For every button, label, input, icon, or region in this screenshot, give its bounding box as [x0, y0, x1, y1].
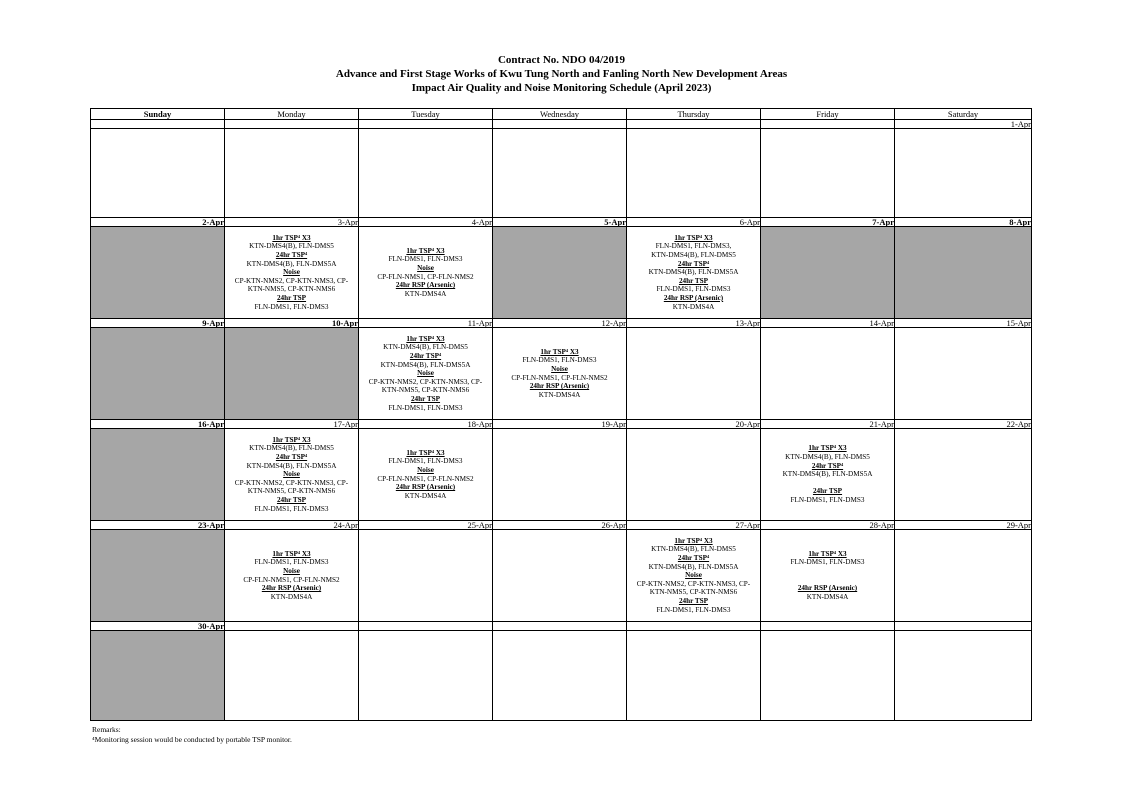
- monitoring-type-heading: 1hr TSP⁴ X3: [272, 435, 311, 444]
- monitoring-stations: CP-KTN-NMS2, CP-KTN-NMS3, CP-: [234, 276, 349, 285]
- monitoring-type-heading: 1hr TSP⁴ X3: [272, 233, 311, 242]
- day-cell-no-monitoring: [91, 227, 225, 319]
- contract-number: Contract No. NDO 04/2019: [497, 54, 626, 66]
- monitoring-stations: KTN-NMS5, CP-KTN-NMS6: [247, 285, 336, 294]
- monitoring-stations: FLN-DMS1, FLN-DMS3: [790, 495, 865, 504]
- monitoring-stations: KTN-DMS4(B), FLN-DMS5A: [380, 360, 471, 369]
- monitoring-stations: CP-FLN-NMS1, CP-FLN-NMS2: [377, 272, 474, 281]
- date-label: [761, 622, 895, 631]
- day-cell: [493, 631, 627, 721]
- date-label: 21-Apr: [761, 420, 895, 429]
- monitoring-type-heading: 24hr RSP (Arsenic): [663, 293, 724, 302]
- monitoring-type-heading: 24hr TSP⁴: [275, 251, 308, 260]
- day-cell: [627, 631, 761, 721]
- monitoring-type-heading: 24hr RSP (Arsenic): [797, 584, 858, 593]
- monitoring-stations: CP-FLN-NMS1, CP-FLN-NMS2: [377, 474, 474, 483]
- date-label: 28-Apr: [761, 521, 895, 530]
- monitoring-stations: FLN-DMS1, FLN-DMS3: [388, 403, 463, 412]
- schedule-row: [91, 631, 1032, 721]
- day-cell: [627, 530, 761, 622]
- monitoring-stations: KTN-DMS4A: [404, 491, 447, 500]
- monitoring-stations: FLN-DMS1, FLN-DMS3: [522, 356, 597, 365]
- day-cell: [761, 631, 895, 721]
- date-row: [91, 218, 1032, 227]
- monitoring-stations: FLN-DMS1, FLN-DMS3: [254, 504, 329, 513]
- monitoring-type-heading: 1hr TSP⁴ X3: [406, 334, 445, 343]
- day-cell: [493, 328, 627, 420]
- date-label: 8-Apr: [895, 218, 1032, 227]
- date-row: [91, 521, 1032, 530]
- day-cell: [761, 530, 895, 622]
- date-label: 6-Apr: [627, 218, 761, 227]
- monitoring-stations: FLN-DMS1, FLN-DMS3: [388, 457, 463, 466]
- monitoring-type-heading: 24hr TSP: [410, 394, 441, 403]
- monitoring-type-heading: 24hr TSP⁴: [677, 554, 710, 563]
- monitoring-stations: KTN-DMS4(B), FLN-DMS5: [249, 444, 334, 453]
- date-label: 27-Apr: [627, 521, 761, 530]
- monitoring-stations: FLN-DMS1, FLN-DMS3: [656, 605, 731, 614]
- monitoring-stations: CP-FLN-NMS1, CP-FLN-NMS2: [511, 373, 608, 382]
- date-label: 10-Apr: [225, 319, 359, 328]
- monitoring-stations: KTN-DMS4(B), FLN-DMS5: [249, 242, 334, 251]
- date-label: 3-Apr: [225, 218, 359, 227]
- date-label: 15-Apr: [895, 319, 1032, 328]
- monitoring-stations: KTN-DMS4(B), FLN-DMS5: [651, 545, 736, 554]
- date-label: [895, 622, 1032, 631]
- date-label: 12-Apr: [493, 319, 627, 328]
- day-cell: [761, 129, 895, 218]
- monitoring-type-heading: 24hr TSP⁴: [409, 352, 442, 361]
- monitoring-stations: CP-KTN-NMS2, CP-KTN-NMS3, CP-: [636, 579, 751, 588]
- monitoring-stations: CP-FLN-NMS1, CP-FLN-NMS2: [243, 575, 340, 584]
- day-cell: [895, 530, 1032, 622]
- monitoring-type-heading: 1hr TSP⁴ X3: [540, 347, 579, 356]
- date-label: 5-Apr: [493, 218, 627, 227]
- date-label: 14-Apr: [761, 319, 895, 328]
- monitoring-type-heading: 1hr TSP⁴ X3: [406, 448, 445, 457]
- date-label: 19-Apr: [493, 420, 627, 429]
- monitoring-type-heading: Noise: [283, 566, 300, 575]
- monitoring-type-heading: Noise: [551, 364, 568, 373]
- monitoring-type-heading: Noise: [283, 268, 300, 277]
- monitoring-type-heading: 1hr TSP⁴ X3: [674, 233, 713, 242]
- monitoring-type-heading: 24hr TSP: [678, 276, 709, 285]
- monitoring-stations: FLN-DMS1, FLN-DMS3: [254, 558, 329, 567]
- date-label: 23-Apr: [91, 521, 225, 530]
- day-cell: [359, 328, 493, 420]
- date-label: 30-Apr: [91, 622, 225, 631]
- day-cell: [359, 429, 493, 521]
- monitoring-stations: KTN-DMS4(B), FLN-DMS5A: [246, 259, 337, 268]
- monitoring-type-heading: 24hr TSP: [812, 487, 843, 496]
- date-label: 25-Apr: [359, 521, 493, 530]
- date-label: 13-Apr: [627, 319, 761, 328]
- document-header: [0, 53, 1123, 95]
- monitoring-type-heading: 24hr TSP: [276, 293, 307, 302]
- day-cell: [627, 129, 761, 218]
- day-cell: [493, 129, 627, 218]
- day-cell: [761, 328, 895, 420]
- monitoring-stations: KTN-DMS4(B), FLN-DMS5: [383, 343, 468, 352]
- day-cell: [225, 530, 359, 622]
- date-label: 4-Apr: [359, 218, 493, 227]
- date-label: [627, 120, 761, 129]
- monitoring-stations: KTN-NMS5, CP-KTN-NMS6: [649, 588, 738, 597]
- day-cell-no-monitoring: [91, 429, 225, 521]
- weekday-thursday: Thursday: [627, 109, 761, 120]
- monitoring-stations: [761, 567, 894, 576]
- monitoring-type-heading: 1hr TSP⁴ X3: [808, 549, 847, 558]
- monitoring-stations: KTN-DMS4A: [404, 289, 447, 298]
- monitoring-stations: KTN-DMS4A: [538, 390, 581, 399]
- schedule-row: [91, 227, 1032, 319]
- monitoring-stations: FLN-DMS1, FLN-DMS3: [790, 558, 865, 567]
- day-cell: [761, 429, 895, 521]
- day-cell: [359, 227, 493, 319]
- day-cell-no-monitoring: [493, 227, 627, 319]
- day-cell: [225, 129, 359, 218]
- monitoring-stations: KTN-DMS4(B), FLN-DMS5: [785, 453, 870, 462]
- remarks-title: Remarks:: [92, 725, 121, 734]
- monitoring-type-heading: 24hr RSP (Arsenic): [395, 483, 456, 492]
- day-cell: [627, 328, 761, 420]
- monitoring-stations: KTN-NMS5, CP-KTN-NMS6: [381, 386, 470, 395]
- monitoring-stations: FLN-DMS1, FLN-DMS3,: [655, 242, 732, 251]
- date-label: [627, 622, 761, 631]
- date-label: [493, 622, 627, 631]
- day-cell-no-monitoring: [761, 227, 895, 319]
- monitoring-stations: KTN-NMS5, CP-KTN-NMS6: [247, 487, 336, 496]
- date-label: 29-Apr: [895, 521, 1032, 530]
- schedule-row: [91, 328, 1032, 420]
- monitoring-type-heading: Noise: [417, 369, 434, 378]
- monitoring-type-heading: 1hr TSP⁴ X3: [808, 444, 847, 453]
- schedule-row: [91, 530, 1032, 622]
- day-cell: [493, 530, 627, 622]
- date-label: 24-Apr: [225, 521, 359, 530]
- date-label: 26-Apr: [493, 521, 627, 530]
- day-cell-no-monitoring: [895, 227, 1032, 319]
- day-cell: [493, 429, 627, 521]
- monitoring-stations: [761, 479, 894, 488]
- day-cell: [895, 129, 1032, 218]
- date-label: [493, 120, 627, 129]
- day-cell: [91, 129, 225, 218]
- monitoring-stations: KTN-DMS4(B), FLN-DMS5: [651, 251, 736, 260]
- monitoring-type-heading: 24hr TSP⁴: [811, 461, 844, 470]
- monitoring-stations: CP-KTN-NMS2, CP-KTN-NMS3, CP-: [368, 377, 483, 386]
- date-row: [91, 120, 1032, 129]
- date-label: 11-Apr: [359, 319, 493, 328]
- date-label: 18-Apr: [359, 420, 493, 429]
- monitoring-stations: KTN-DMS4(B), FLN-DMS5A: [648, 268, 739, 277]
- date-label: 7-Apr: [761, 218, 895, 227]
- date-label: [225, 622, 359, 631]
- monitoring-stations: CP-KTN-NMS2, CP-KTN-NMS3, CP-: [234, 478, 349, 487]
- calendar-body: [91, 120, 1032, 721]
- day-cell: [895, 631, 1032, 721]
- monitoring-type-heading: 24hr TSP: [276, 495, 307, 504]
- day-cell-no-monitoring: [91, 530, 225, 622]
- monitoring-stations: KTN-DMS4A: [806, 592, 849, 601]
- monitoring-stations: KTN-DMS4(B), FLN-DMS5A: [782, 470, 873, 479]
- weekday-wednesday: Wednesday: [493, 109, 627, 120]
- monitoring-type-heading: 24hr RSP (Arsenic): [261, 584, 322, 593]
- day-cell-no-monitoring: [91, 631, 225, 721]
- remarks-note: ⁴Monitoring session would be conducted by portable TSP monitor.: [92, 735, 292, 744]
- monitoring-type-heading: 1hr TSP⁴ X3: [406, 246, 445, 255]
- date-label: [91, 120, 225, 129]
- weekday-tuesday: Tuesday: [359, 109, 493, 120]
- weekday-friday: Friday: [761, 109, 895, 120]
- weekday-header-row: [91, 109, 1032, 120]
- monitoring-stations: FLN-DMS1, FLN-DMS3: [388, 255, 463, 264]
- date-label: 20-Apr: [627, 420, 761, 429]
- date-row: [91, 622, 1032, 631]
- monitoring-stations: FLN-DMS1, FLN-DMS3: [656, 285, 731, 294]
- date-label: 17-Apr: [225, 420, 359, 429]
- date-label: 16-Apr: [91, 420, 225, 429]
- monitoring-type-heading: 24hr RSP (Arsenic): [395, 281, 456, 290]
- day-cell-no-monitoring: [225, 328, 359, 420]
- day-cell: [359, 129, 493, 218]
- day-cell: [225, 429, 359, 521]
- schedule-row: [91, 129, 1032, 218]
- weekday-saturday: Saturday: [895, 109, 1032, 120]
- project-title: Advance and First Stage Works of Kwu Tung North and Fanling North New Development Areas: [335, 68, 788, 80]
- monitoring-type-heading: 24hr TSP⁴: [677, 259, 710, 268]
- monitoring-type-heading: 1hr TSP⁴ X3: [272, 549, 311, 558]
- weekday-sunday: Sunday: [91, 109, 225, 120]
- monitoring-stations: KTN-DMS4(B), FLN-DMS5A: [246, 461, 337, 470]
- monitoring-type-heading: 24hr TSP: [678, 596, 709, 605]
- day-cell: [627, 227, 761, 319]
- monitoring-type-heading: 1hr TSP⁴ X3: [674, 536, 713, 545]
- schedule-title: Impact Air Quality and Noise Monitoring Schedule (April 2023): [411, 82, 712, 94]
- date-label: 22-Apr: [895, 420, 1032, 429]
- day-cell: [225, 227, 359, 319]
- day-cell: [225, 631, 359, 721]
- date-row: [91, 319, 1032, 328]
- date-row: [91, 420, 1032, 429]
- remarks: [92, 725, 292, 745]
- date-label: 2-Apr: [91, 218, 225, 227]
- day-cell: [895, 429, 1032, 521]
- monitoring-stations: FLN-DMS1, FLN-DMS3: [254, 302, 329, 311]
- monitoring-type-heading: 24hr TSP⁴: [275, 453, 308, 462]
- monitoring-type-heading: 24hr RSP (Arsenic): [529, 382, 590, 391]
- date-label: [225, 120, 359, 129]
- monitoring-stations: KTN-DMS4A: [672, 302, 715, 311]
- date-label: [359, 622, 493, 631]
- weekday-monday: Monday: [225, 109, 359, 120]
- monitoring-stations: KTN-DMS4A: [270, 592, 313, 601]
- day-cell: [359, 631, 493, 721]
- date-label: [359, 120, 493, 129]
- date-label: 1-Apr: [895, 120, 1032, 129]
- day-cell-no-monitoring: [91, 328, 225, 420]
- schedule-row: [91, 429, 1032, 521]
- monitoring-stations: KTN-DMS4(B), FLN-DMS5A: [648, 562, 739, 571]
- date-label: 9-Apr: [91, 319, 225, 328]
- monitoring-type-heading: Noise: [417, 465, 434, 474]
- monitoring-type-heading: Noise: [685, 571, 702, 580]
- monitoring-stations: [761, 576, 894, 585]
- date-label: [761, 120, 895, 129]
- day-cell: [359, 530, 493, 622]
- monitoring-calendar: [90, 108, 1032, 721]
- day-cell: [627, 429, 761, 521]
- monitoring-type-heading: Noise: [283, 470, 300, 479]
- day-cell: [895, 328, 1032, 420]
- monitoring-type-heading: Noise: [417, 263, 434, 272]
